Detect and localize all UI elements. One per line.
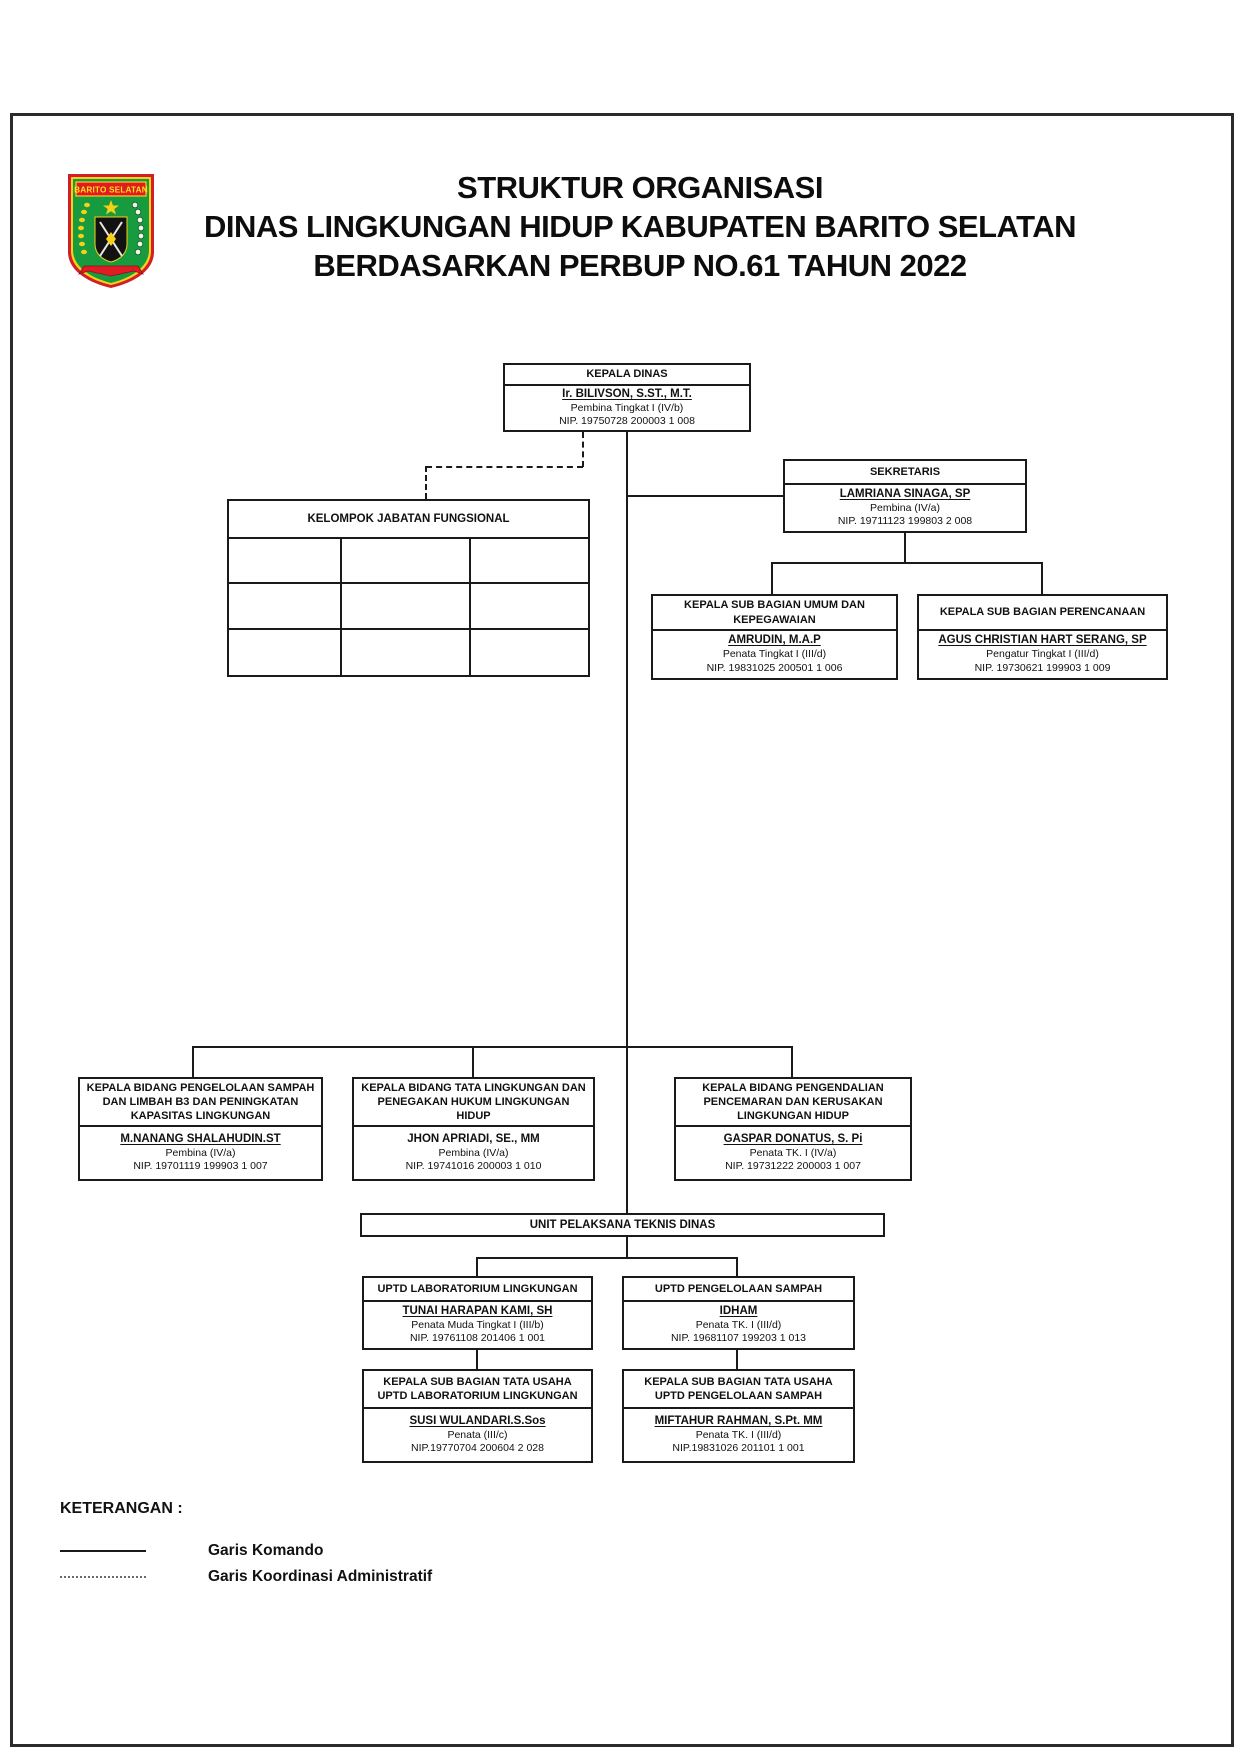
connector-drop-subbag-perencanaan: [1041, 562, 1043, 594]
kelompok-cell: [471, 539, 588, 584]
person-rank: Pengatur Tingkat I (III/d): [986, 648, 1099, 661]
box-subbag-perencanaan: [917, 594, 1168, 680]
logo-banner-text: BARITO SELATAN: [74, 185, 148, 195]
person-rank: Penata Muda Tingkat I (III/b): [411, 1318, 544, 1331]
box-title: KEPALA SUB BAGIAN UMUM DAN KEPEGAWAIAN: [653, 596, 896, 631]
box-body: [624, 1302, 853, 1348]
person-name: M.NANANG SHALAHUDIN.ST: [120, 1132, 281, 1145]
connector-coordination-vertical-2: [425, 466, 427, 499]
title-line-2: DINAS LINGKUNGAN HIDUP KABUPATEN BARITO SELATAN: [203, 209, 1077, 244]
box-body: [676, 1127, 910, 1179]
box-title: KEPALA BIDANG TATA LINGKUNGAN DAN PENEGAKAN HUKUM LINGKUNGAN HIDUP: [354, 1079, 593, 1127]
kelompok-cell: [229, 584, 342, 629]
page-title: [120, 168, 1160, 285]
box-uptd-laboratorium: [362, 1276, 593, 1350]
title-line-1: STRUKTUR ORGANISASI: [457, 170, 823, 205]
person-nip: NIP. 19831025 200501 1 006: [706, 661, 843, 674]
kelompok-cell: [229, 539, 342, 584]
box-kepala-dinas: [503, 363, 751, 432]
person-rank: Penata TK. I (III/d): [695, 1318, 782, 1331]
box-uptd-pengelolaan-sampah: [622, 1276, 855, 1350]
person-rank: Penata (III/c): [447, 1428, 508, 1441]
person-name: GASPAR DONATUS, S. Pi: [723, 1132, 863, 1145]
box-title: SEKRETARIS: [785, 461, 1025, 485]
person-nip: NIP. 19730621 199903 1 009: [974, 661, 1111, 674]
box-title: UPTD LABORATORIUM LINGKUNGAN: [364, 1278, 591, 1302]
connector-coordination-horizontal: [426, 466, 583, 468]
person-nip: NIP.19770704 200604 2 028: [411, 1442, 544, 1455]
legend-heading: KETERANGAN :: [60, 1500, 183, 1517]
connector-upt-down: [626, 1237, 628, 1258]
person-rank: Pembina (IV/a): [438, 1146, 509, 1159]
box-subbag-umum-kepegawaian: [651, 594, 898, 680]
connector-kepala-to-sekretaris: [627, 495, 783, 497]
box-tata-usaha-uptd-lab: [362, 1369, 593, 1463]
connector-uptd-sampah-to-tu: [736, 1350, 738, 1369]
box-title: UNIT PELAKSANA TEKNIS DINAS: [529, 1218, 716, 1231]
box-body: [919, 631, 1166, 678]
connector-uptd-lab-to-tu: [476, 1350, 478, 1369]
box-body: [364, 1409, 591, 1461]
legend: [60, 1500, 432, 1590]
person-name: AGUS CHRISTIAN HART SERANG, SP: [938, 634, 1147, 647]
person-nip: NIP. 19681107 199203 1 013: [670, 1332, 807, 1345]
box-title: KEPALA SUB BAGIAN TATA USAHA UPTD LABORATORIUM LINGKUNGAN: [364, 1371, 591, 1409]
person-rank: Pembina (IV/a): [869, 501, 941, 514]
box-body: [624, 1409, 853, 1461]
box-title: UPTD PENGELOLAAN SAMPAH: [624, 1278, 853, 1302]
kelompok-cell: [471, 584, 588, 629]
person-name: AMRUDIN, M.A.P: [728, 634, 821, 647]
person-name: SUSI WULANDARI.S.Sos: [409, 1414, 546, 1427]
person-name: JHON APRIADI, SE., MM: [407, 1132, 540, 1145]
box-body: [653, 631, 896, 678]
connector-bidang-branch: [192, 1046, 793, 1048]
connector-drop-uptd-lab: [476, 1257, 478, 1276]
kelompok-empty-table: [229, 539, 588, 675]
connector-uptd-branch: [476, 1257, 738, 1259]
person-nip: NIP. 19761108 201406 1 001: [409, 1332, 546, 1345]
person-nip: NIP. 19711123 199803 2 008: [837, 515, 973, 528]
person-name: TUNAI HARAPAN KAMI, SH: [402, 1304, 553, 1317]
kelompok-cell: [342, 584, 471, 629]
connector-subbagian-branch: [771, 562, 1043, 564]
person-nip: NIP.19831026 201101 1 001: [672, 1442, 805, 1455]
person-nip: NIP. 19750728 200003 1 008: [559, 415, 695, 428]
connector-drop-bidang-sampah: [192, 1046, 194, 1077]
legend-label: Garis Komando: [208, 1542, 324, 1559]
box-body: [505, 386, 749, 430]
box-body: [364, 1302, 591, 1348]
legend-label: Garis Koordinasi Administratif: [208, 1568, 433, 1585]
person-rank: Penata TK. I (IV/a): [749, 1146, 837, 1159]
person-name: MIFTAHUR RAHMAN, S.Pt. MM: [654, 1414, 823, 1427]
box-body: [785, 485, 1025, 531]
connector-drop-subbag-umum: [771, 562, 773, 594]
solid-line-sample: [60, 1550, 146, 1552]
kelompok-cell: [229, 630, 342, 675]
legend-item-komando: [60, 1538, 432, 1564]
box-bidang-tata-lingkungan: [352, 1077, 595, 1181]
box-kelompok-jabatan-fungsional: [227, 499, 590, 677]
box-title: KEPALA DINAS: [505, 365, 749, 386]
connector-coordination-vertical-1: [582, 432, 584, 467]
person-rank: Pembina (IV/a): [165, 1146, 236, 1159]
person-name: LAMRIANA SINAGA, SP: [839, 487, 971, 500]
connector-sekretaris-down: [904, 533, 906, 563]
person-name: IDHAM: [719, 1304, 758, 1317]
connector-drop-bidang-pengendalian: [791, 1046, 793, 1077]
person-nip: NIP. 19701119 199903 1 007: [133, 1160, 268, 1173]
box-title: KEPALA BIDANG PENGENDALIAN PENCEMARAN DAN KERUSAKAN LINGKUNGAN HIDUP: [676, 1079, 910, 1127]
box-title: KELOMPOK JABATAN FUNGSIONAL: [229, 501, 588, 539]
person-nip: NIP. 19741016 200003 1 010: [405, 1160, 542, 1173]
person-rank: Penata TK. I (III/d): [695, 1428, 782, 1441]
box-title: KEPALA BIDANG PENGELOLAAN SAMPAH DAN LIMBAH B3 DAN PENINGKATAN KAPASITAS LINGKUNGAN: [80, 1079, 321, 1127]
dotted-line-sample: [60, 1576, 146, 1578]
box-tata-usaha-uptd-sampah: [622, 1369, 855, 1463]
person-rank: Penata Tingkat I (III/d): [722, 648, 827, 661]
kelompok-cell: [342, 539, 471, 584]
person-rank: Pembina Tingkat I (IV/b): [570, 401, 684, 414]
person-name: Ir. BILIVSON, S.ST., M.T.: [562, 387, 692, 400]
box-sekretaris: [783, 459, 1027, 533]
box-unit-pelaksana-teknis: [360, 1213, 885, 1237]
kelompok-cell: [471, 630, 588, 675]
connector-drop-uptd-sampah: [736, 1257, 738, 1276]
connector-drop-bidang-tata: [472, 1046, 474, 1077]
box-title: KEPALA SUB BAGIAN TATA USAHA UPTD PENGELOLAAN SAMPAH: [624, 1371, 853, 1409]
kelompok-cell: [342, 630, 471, 675]
box-bidang-pengelolaan-sampah: [78, 1077, 323, 1181]
box-body: [354, 1127, 593, 1179]
title-line-3: BERDASARKAN PERBUP NO.61 TAHUN 2022: [313, 248, 967, 283]
person-nip: NIP. 19731222 200003 1 007: [725, 1160, 861, 1173]
connector-command-main-vertical: [626, 432, 628, 1213]
legend-item-koordinasi: [60, 1564, 432, 1590]
box-bidang-pengendalian-pencemaran: [674, 1077, 912, 1181]
box-body: [80, 1127, 321, 1179]
box-title: KEPALA SUB BAGIAN PERENCANAAN: [919, 596, 1166, 631]
